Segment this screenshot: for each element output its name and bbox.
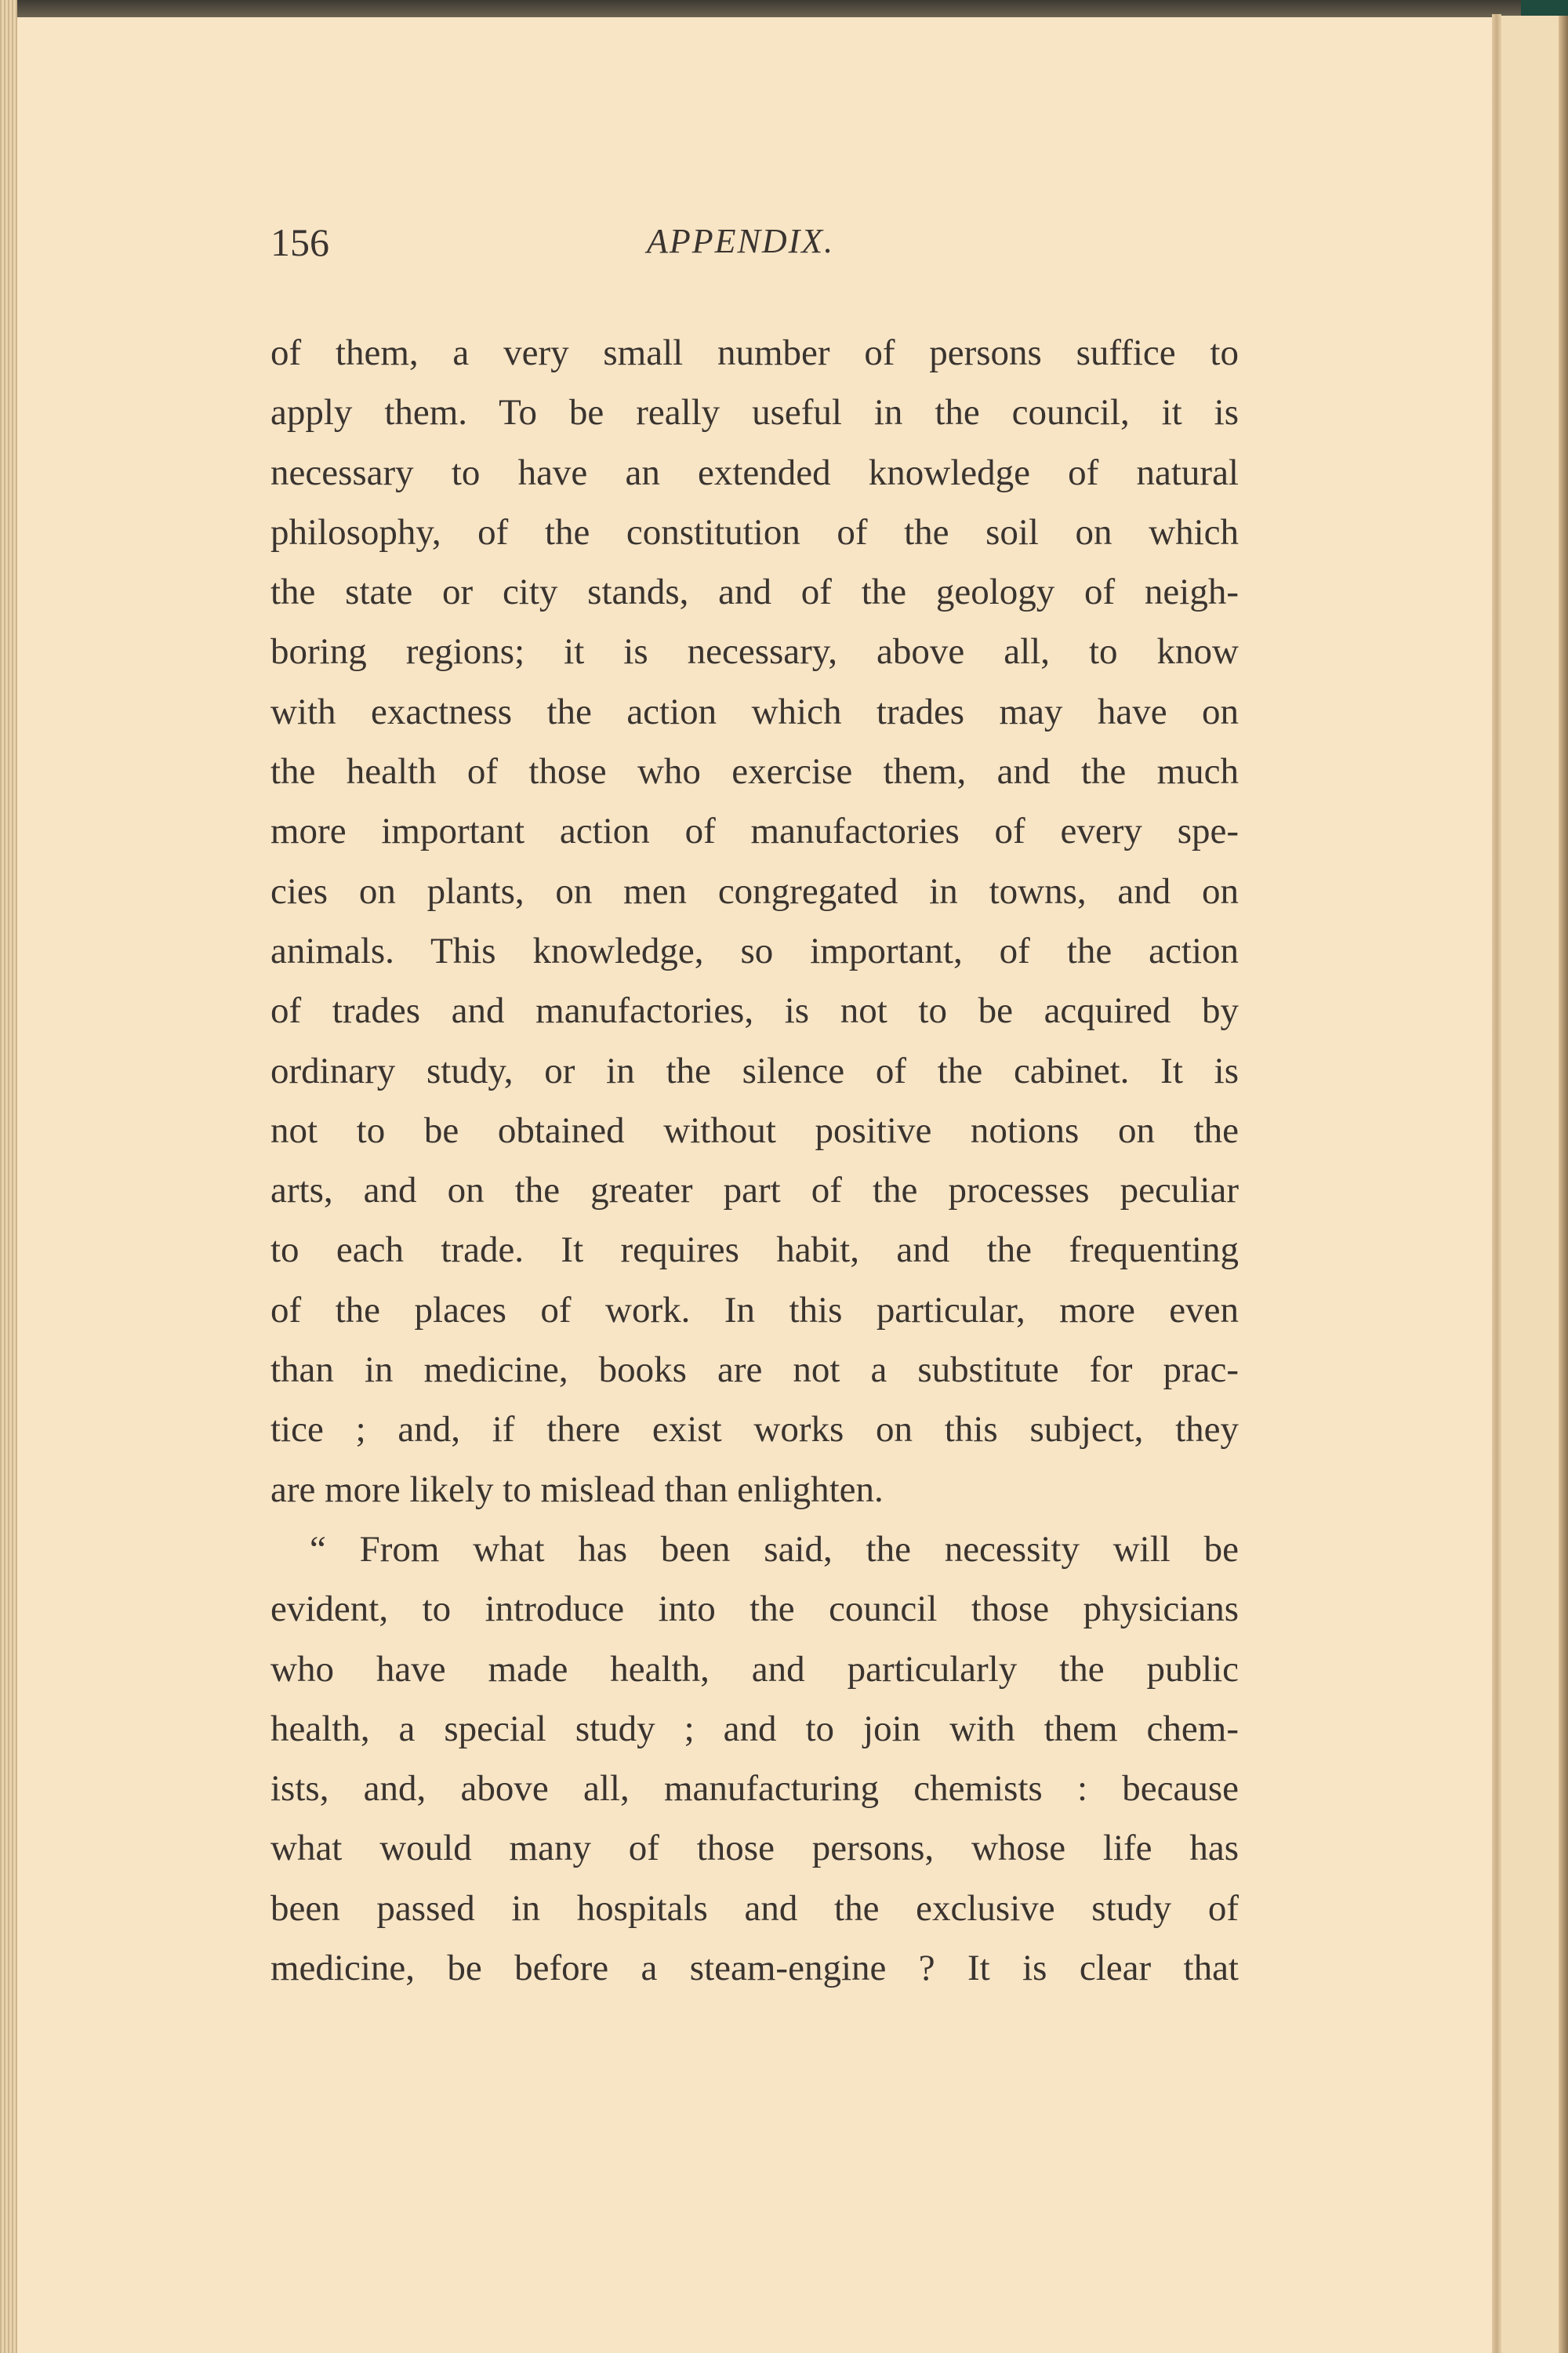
text-line: boring regions; it is necessary, above all, to know	[270, 631, 1239, 673]
page-number: 156	[270, 220, 329, 264]
text-line: of them, a very small number of persons suffice to	[270, 332, 1239, 373]
text-line: arts, and on the greater part of the processes peculiar	[270, 1170, 1239, 1211]
body-text	[270, 323, 1239, 1998]
text-line: what would many of those persons, whose life has	[270, 1828, 1239, 1869]
text-line: been passed in hospitals and the exclusive study of	[270, 1887, 1239, 1929]
text-line: to each trade. It requires habit, and the frequenting	[270, 1229, 1239, 1271]
book-top-edge	[0, 0, 1568, 17]
text-line: tice ; and, if there exist works on this subject, they	[270, 1409, 1239, 1451]
book-gutter	[1492, 14, 1501, 2353]
text-line: health, a special study ; and to join with them chem-	[270, 1708, 1239, 1749]
text-line: than in medicine, books are not a substitute for prac-	[270, 1349, 1239, 1391]
text-line: animals. This knowledge, so important, of the action	[270, 930, 1239, 971]
text-line: of the places of work. In this particular, more even	[270, 1289, 1239, 1331]
text-line: more important action of manufactories of every spe-	[270, 811, 1239, 852]
text-line: are more likely to mislead than enlighten.	[270, 1469, 884, 1510]
text-line: who have made health, and particularly the public	[270, 1648, 1239, 1690]
running-title: APPENDIX.	[647, 222, 835, 260]
text-line: evident, to introduce into the council those physicians	[270, 1589, 1239, 1630]
text-line: with exactness the action which trades may have on	[270, 691, 1239, 732]
page-stack-edge	[0, 0, 17, 2353]
text-line: “ From what has been said, the necessity will be	[310, 1528, 1239, 1570]
text-line: necessary to have an extended knowledge of natural	[270, 452, 1239, 493]
text-line: apply them. To be really useful in the council, it is	[270, 392, 1239, 434]
text-line: ordinary study, or in the silence of the cabinet. It is	[270, 1050, 1239, 1091]
text-line: of trades and manufactories, is not to be acquired by	[270, 990, 1239, 1032]
text-line: the health of those who exercise them, and the much	[270, 751, 1239, 793]
text-line: cies on plants, on men congregated in towns, and on	[270, 870, 1239, 912]
page-header	[270, 220, 1239, 274]
text-line: ists, and, above all, manufacturing chemists : because	[270, 1768, 1239, 1810]
binding-shadow	[1559, 16, 1568, 2353]
text-line: philosophy, of the constitution of the soil on which	[270, 511, 1239, 553]
facing-page-edge	[1501, 16, 1568, 2353]
text-line: medicine, be before a steam-engine ? It is clear that	[270, 1948, 1239, 1989]
text-line: the state or city stands, and of the geology of neigh-	[270, 572, 1239, 613]
text-line: not to be obtained without positive notions on the	[270, 1109, 1239, 1151]
